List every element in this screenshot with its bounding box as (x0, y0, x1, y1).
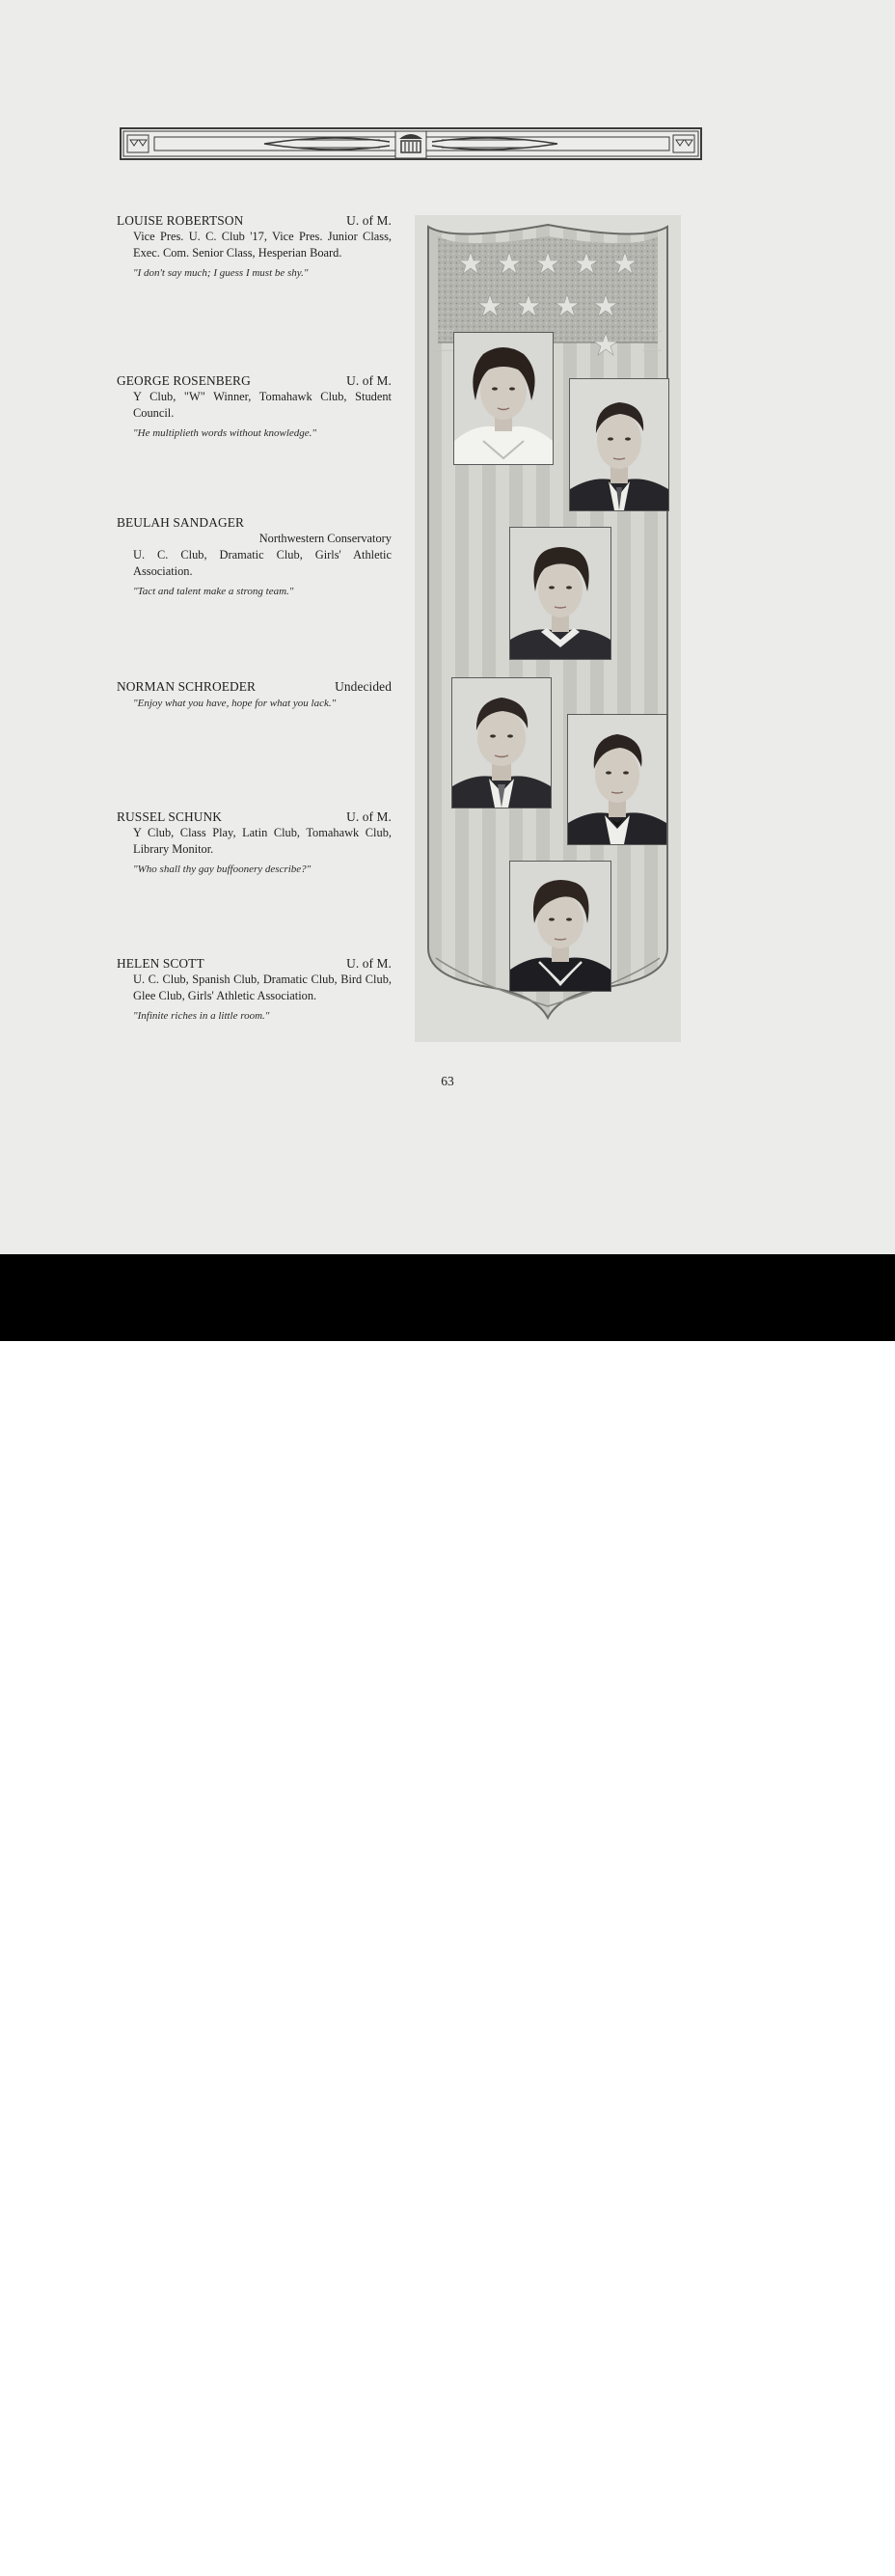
quote: "Infinite riches in a little room." (133, 1010, 270, 1022)
watermark-strip (0, 1254, 895, 2576)
activities: U. C. Club, Dramatic Club, Girls' Athletic Association. (133, 548, 392, 578)
entry-heading (117, 514, 392, 531)
senior-entry (117, 955, 392, 1024)
portrait-face (538, 562, 583, 617)
quote: "Who shall thy gay buffoonery describe?" (133, 863, 312, 875)
image-id: 3ACMACD (768, 2532, 847, 2548)
portrait-photo (453, 332, 554, 465)
entry-heading (117, 212, 392, 229)
activities: U. C. Club, Spanish Club, Dramatic Club, Bird Club, Glee Club, Girls' Athletic Association. (133, 973, 392, 1002)
destination: U. of M. (346, 809, 392, 824)
quote: "I don't say much; I guess I must be shy." (133, 267, 309, 279)
destination: Northwestern Conservatory (258, 532, 392, 545)
destination: U. of M. (346, 373, 392, 388)
entry-heading (117, 372, 392, 389)
alamy-logo: alamy (46, 2526, 173, 2570)
portrait-photo (567, 714, 667, 845)
senior-entry (117, 808, 392, 877)
destination: U. of M. (346, 956, 392, 971)
portrait-panel (415, 215, 681, 1042)
quote: "Tact and talent make a strong team." (133, 586, 294, 597)
destination: Undecided (335, 679, 392, 694)
quote: "He multiplieth words without knowledge." (133, 427, 317, 439)
student-name: LOUISE ROBERTSON (117, 213, 244, 228)
portrait-face (597, 413, 641, 469)
portrait-photo (509, 861, 611, 992)
student-name: NORMAN SCHROEDER (117, 679, 257, 694)
yearbook-page (0, 0, 895, 1254)
entry-heading (117, 808, 392, 825)
senior-entry (117, 212, 392, 281)
portrait-photo (451, 677, 552, 808)
entry-heading (117, 955, 392, 972)
portrait-photo (509, 527, 611, 660)
quote: "Enjoy what you have, hope for what you lack." (133, 698, 337, 709)
site-url: www.alamy.com (749, 2561, 847, 2576)
entry-heading (117, 678, 392, 695)
portrait-face (477, 710, 526, 766)
senior-entry (117, 514, 392, 599)
ornamental-header-banner (120, 127, 702, 160)
activities: Y Club, "W" Winner, Tomahawk Club, Student Council. (133, 390, 392, 420)
student-name: GEORGE ROSENBERG (117, 373, 251, 388)
student-name: HELEN SCOTT (117, 956, 204, 971)
destination: U. of M. (346, 213, 392, 228)
activities: Y Club, Class Play, Latin Club, Tomahawk Club, Library Monitor. (133, 826, 392, 856)
senior-entry (117, 372, 392, 441)
senior-entry (117, 678, 392, 711)
portrait-photo (569, 378, 669, 511)
student-name: BEULAH SANDAGER (117, 515, 245, 530)
page-number: 63 (441, 1074, 454, 1088)
student-name: RUSSEL SCHUNK (117, 809, 223, 824)
activities: Vice Pres. U. C. Club '17, Vice Pres. Junior Class, Exec. Com. Senior Class, Hesperian Board. (133, 230, 392, 260)
